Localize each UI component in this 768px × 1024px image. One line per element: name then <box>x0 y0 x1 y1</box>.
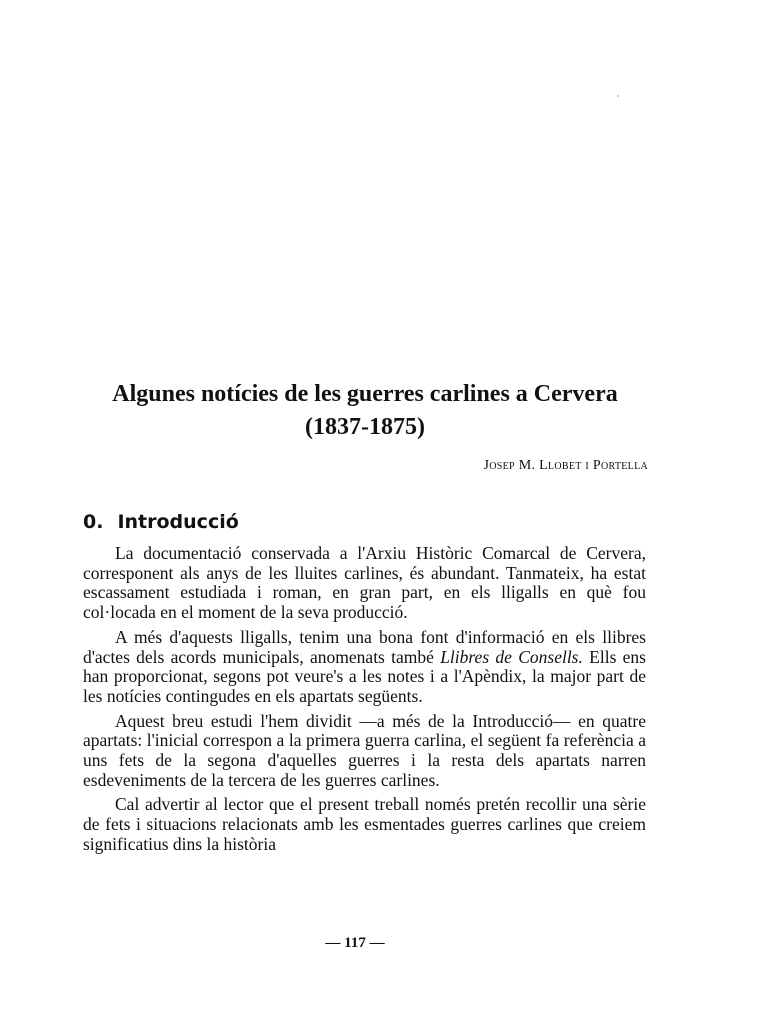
paragraph-3: Aquest breu estudi l'hem dividit —a més de la Introducció— en quatre apartats: l'inicial correspon a la primera guerra carlina, el següent fa referència a uns fets de la segona d'aquelles guerres i la resta dels apartats narren esdeveniments de la tercera de les guerres carlines. <box>83 710 646 790</box>
paragraph-4: Cal advertir al lector que el present treball només pretén recollir una sèrie de fets i situacions relacionats amb les esmentades guerres carlines que creiem significatius dins la història <box>83 794 646 854</box>
section-title: Introducció <box>117 511 239 533</box>
section-number: 0. <box>83 511 104 533</box>
paragraph-2-end: Ells ens han proporcionat, segons pot veure's a les notes i a l'Apèndix, la major part de les notícies contingudes en els apartats següents. <box>83 646 646 706</box>
section-heading <box>83 511 239 533</box>
page-number: — 117 — <box>325 935 385 951</box>
body-text <box>83 544 646 860</box>
author-byline: Josep M. Llobet i Portella <box>483 458 648 473</box>
article-title <box>80 378 650 444</box>
article-title-line-1: Algunes notícies de les guerres carlines a Cervera <box>112 381 618 407</box>
paragraph-2 <box>83 628 646 707</box>
book-title-italic: Llibres de Consells. <box>440 646 583 667</box>
article-title-line-2: (1837-1875) <box>305 414 425 440</box>
speck-mark <box>617 95 619 97</box>
paragraph-2-start: A més d'aquests lligalls, tenim una bona font d'informació en els llibres d'actes dels acords municipals, anomenats també <box>83 626 646 667</box>
paragraph-1: La documentació conservada a l'Arxiu Històric Comarcal de Cervera, corresponent als anys de les lluites carlines, és abundant. Tanmateix, ha estat escassament estudiada i roman, en gran part, en els lligalls en què fou col·locada en el moment de la seva producció. <box>83 543 646 623</box>
